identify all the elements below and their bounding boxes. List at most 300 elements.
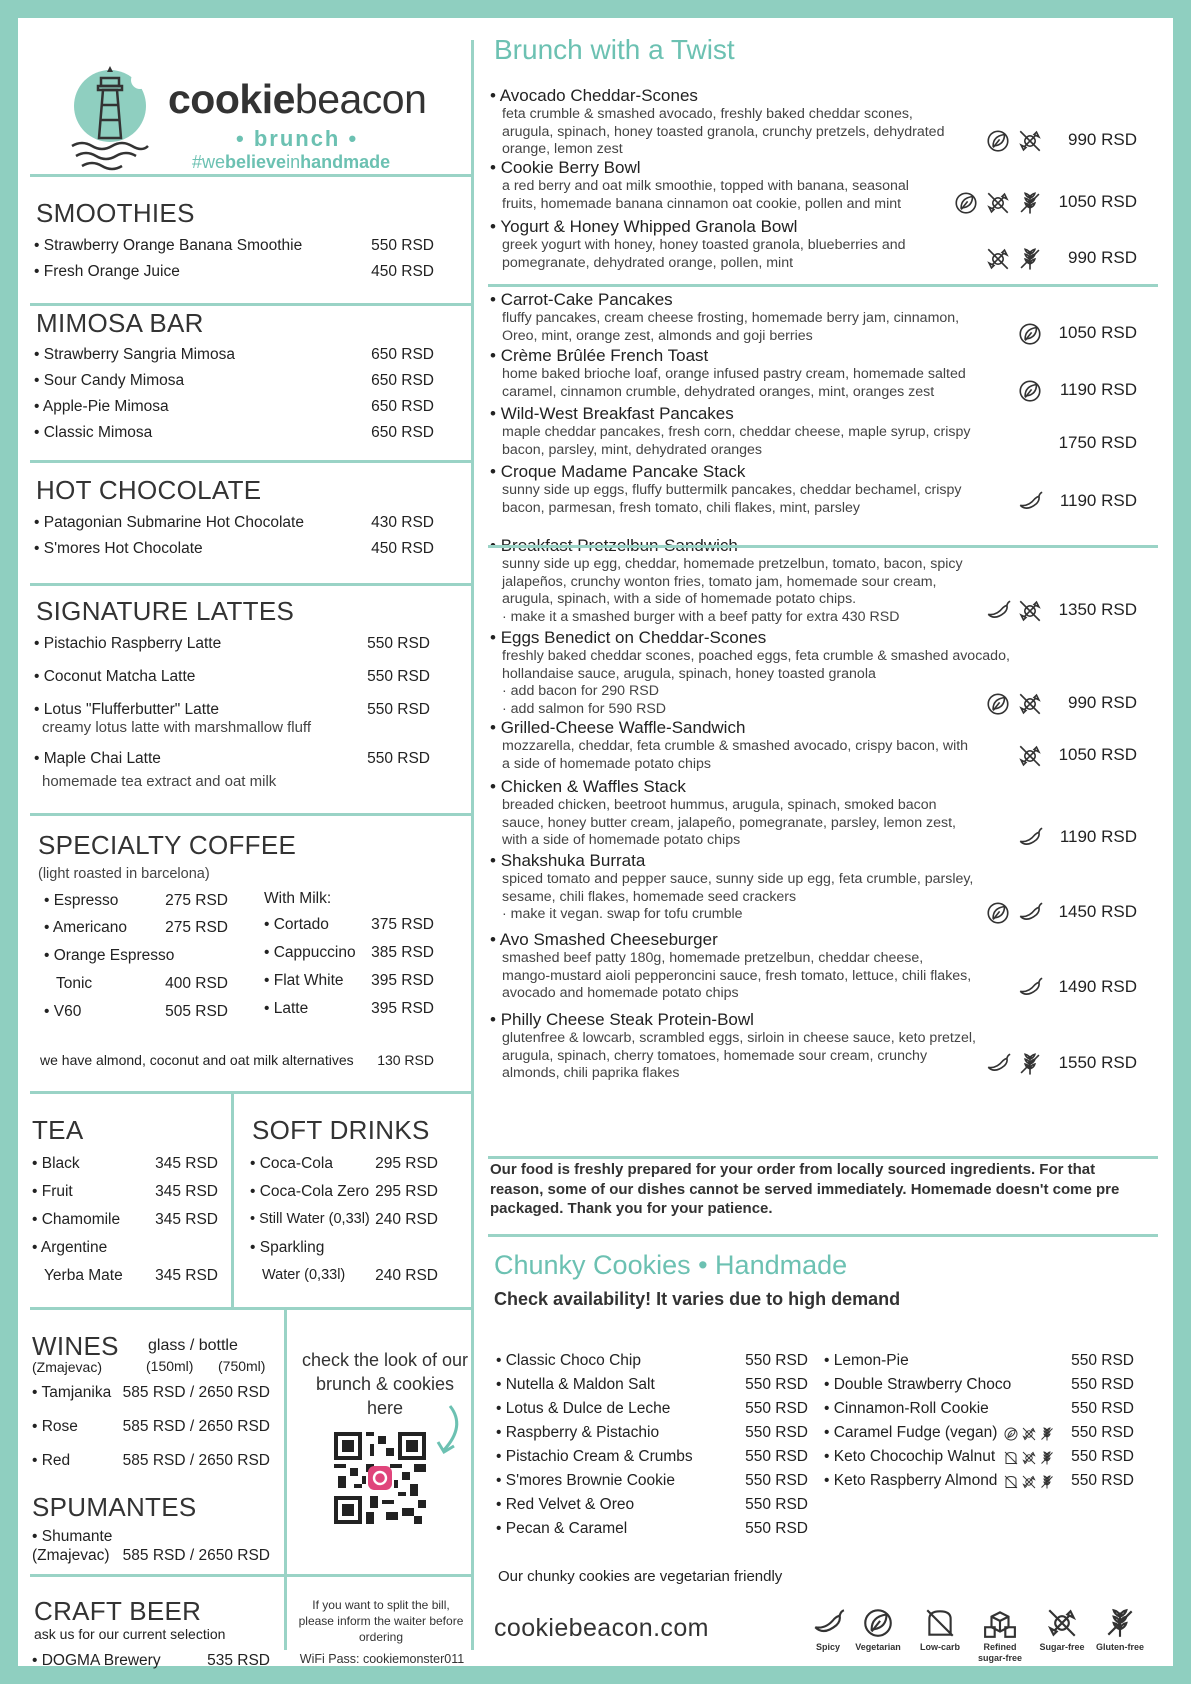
item-name: • Latte [264, 1000, 308, 1017]
legend-item [970, 1606, 1030, 1664]
item-price: 375 RSD [371, 916, 434, 933]
gluten-free-icon [1090, 1606, 1150, 1640]
dish-description-line: · add salmon for 590 RSD [502, 700, 667, 717]
dish-description-line: fluffy pancakes, cream cheese frosting, homemade berry jam, cinnamon, [502, 310, 960, 326]
dish-name: • Carrot-Cake Pancakes [490, 290, 1010, 310]
cookie-item: • Keto Chocochip Walnut [824, 1448, 995, 1466]
sugar-free-icon [1021, 1474, 1037, 1490]
brunch-dish [490, 628, 1010, 718]
item-price: 650 RSD [371, 424, 434, 441]
divider [30, 1307, 471, 1310]
item-price: 275 RSD [165, 919, 228, 936]
dish-description-line: Oreo, mint, orange zest, almonds and goji berries [502, 327, 813, 344]
item-price: 450 RSD [371, 540, 434, 557]
gluten-free-icon [1039, 1450, 1055, 1466]
brunch-dish [490, 217, 1010, 272]
item-name: • Coca-Cola [250, 1155, 333, 1172]
wines-glass-volume: (150ml) [146, 1358, 194, 1374]
item-name: • Cortado [264, 916, 329, 933]
dish-name: • Philly Cheese Steak Protein-Bowl [490, 1010, 1010, 1030]
vegetarian-icon [985, 691, 1011, 717]
item-price: 345 RSD [155, 1155, 218, 1172]
dish-name: • Cookie Berry Bowl [490, 158, 1010, 178]
spicy-icon [1017, 975, 1043, 1001]
item-price: 400 RSD [165, 975, 228, 992]
gluten-free-icon [1017, 246, 1043, 272]
dish-diet-icons [985, 900, 1043, 926]
dish-description-line: jalapeños, crunchy wonton fries, tomato jam, homemade sour cream, [502, 573, 937, 590]
gluten-free-icon [1017, 1051, 1043, 1077]
dish-name: • Crème Brûlée French Toast [490, 346, 1010, 366]
item-name: • Lotus "Flufferbutter" Latte [34, 701, 219, 718]
item-price: 450 RSD [371, 263, 434, 280]
item-price: 345 RSD [155, 1267, 218, 1284]
dish-diet-icons [1017, 975, 1043, 1001]
item-price: 295 RSD [375, 1183, 438, 1200]
list-item [34, 750, 161, 768]
smoothies-title: SMOOTHIES [36, 198, 195, 228]
spicy-icon [1017, 900, 1043, 926]
brunch-dish [490, 346, 1010, 401]
qr-caption: check the look of our brunch & cookies here [301, 1350, 469, 1418]
cookie-item: • Lemon-Pie [824, 1352, 909, 1370]
sugar-free-icon [985, 246, 1011, 272]
item-price: 650 RSD [371, 398, 434, 415]
item-price: 345 RSD [155, 1211, 218, 1228]
sugar-free-icon [1017, 743, 1043, 769]
item-name: • Orange Espresso [44, 947, 174, 964]
freshness-notice: Our food is freshly prepared for your order from locally sourced ingredients. For that reason, some of our dishes cannot be served immediately. Homemade doesn't come pre packaged. Thank you for your patience. [490, 1161, 1120, 1217]
list-item [32, 1239, 107, 1257]
cookies-title: Chunky Cookies • Handmade [494, 1250, 848, 1280]
cookie-price: 550 RSD [745, 1352, 808, 1369]
divider [488, 1234, 1158, 1237]
list-item [32, 1652, 161, 1670]
dish-price: 1050 RSD [1058, 745, 1137, 764]
divider [488, 1156, 1158, 1159]
divider [284, 1307, 287, 1650]
item-name: • Patagonian Submarine Hot Chocolate [34, 514, 304, 531]
dish-name: • Croque Madame Pancake Stack [490, 462, 1010, 482]
dish-description-line: with a side of homemade potato chips [502, 832, 741, 848]
dish-description-line: sunny side up egg, cheddar, homemade pretzelbun, tomato, bacon, spicy [502, 556, 963, 572]
item-price: 550 RSD [367, 635, 430, 652]
cookie-item: • Red Velvet & Oreo [496, 1496, 634, 1514]
item-price: 650 RSD [371, 346, 434, 363]
dish-name: • Avocado Cheddar-Scones [490, 86, 1010, 106]
dish-name: • Shakshuka Burrata [490, 851, 1010, 871]
item-name: • Apple-Pie Mimosa [34, 398, 169, 415]
divider [30, 813, 471, 816]
dish-name: • Avo Smashed Cheeseburger [490, 930, 1010, 950]
cookie-item: • Pistachio Cream & Crumbs [496, 1448, 693, 1466]
list-item [34, 635, 221, 653]
dish-diet-icons [1017, 825, 1043, 851]
dish-diet-icons [1017, 743, 1043, 769]
list-item [34, 668, 195, 686]
sugar-free-icon [1032, 1606, 1092, 1640]
cookie-price: 550 RSD [745, 1424, 808, 1441]
vegetarian-icon [1017, 378, 1043, 404]
soft-drinks-title: SOFT DRINKS [252, 1115, 430, 1145]
cookies-subtitle: Check availability! It varies due to high demand [494, 1289, 901, 1309]
item-name: • Red [32, 1452, 70, 1469]
item-name: • Still Water (0,33l) [250, 1211, 370, 1227]
dish-description-line: bacon, parmesan, fresh tomato, chili flakes, mint, parsley [502, 499, 860, 516]
tea-title: TEA [32, 1115, 84, 1145]
dish-description-line: smashed beef patty 180g, homemade pretzelbun, cheddar cheese, [502, 950, 924, 966]
cookie-price: 550 RSD [745, 1400, 808, 1417]
arrow-icon [432, 1402, 468, 1462]
divider [30, 303, 471, 306]
spicy-icon [1017, 489, 1043, 515]
dish-price: 1050 RSD [1058, 323, 1137, 342]
vegetarian-icon [985, 128, 1011, 154]
head-glass: glass [148, 1337, 186, 1354]
brand-logo [50, 48, 450, 178]
dish-diet-icons [985, 128, 1043, 154]
milk-alternatives-note: we have almond, coconut and oat milk alternatives [40, 1052, 354, 1068]
divider [30, 1574, 471, 1577]
item-description: homemade tea extract and oat milk [42, 773, 277, 790]
brunch-dish [490, 777, 1010, 850]
item-price: 585 RSD / 2650 RSD [122, 1452, 270, 1469]
dish-name: • Eggs Benedict on Cheddar-Scones [490, 628, 1010, 648]
vegetarian-icon [985, 900, 1011, 926]
column-divider [471, 40, 474, 1650]
dish-description-line: almonds, chili paprika flakes [502, 1065, 680, 1081]
cookies-note: Our chunky cookies are vegetarian friendly [498, 1568, 783, 1585]
list-item [34, 237, 302, 255]
cookie-price: 550 RSD [1071, 1400, 1134, 1417]
cookie-diet-icons [1003, 1450, 1055, 1466]
cookie-item: • Pecan & Caramel [496, 1520, 627, 1538]
dish-price: 1490 RSD [1058, 977, 1137, 996]
spicy-icon [1017, 825, 1043, 851]
dish-description-line: pomegranate, dehydrated orange, pollen, mint [502, 254, 794, 271]
dish-description-line: avocado and homemade potato chips [502, 985, 739, 1001]
cookie-price: 550 RSD [1071, 1352, 1134, 1369]
brand-name [168, 76, 426, 123]
cookie-price: 550 RSD [745, 1376, 808, 1393]
dish-description-line: hollandaise sauce, arugula, spinach, honey toasted granola [502, 665, 876, 682]
vegetarian-icon [953, 190, 979, 216]
coffee-title: SPECIALTY COFFEE [38, 830, 297, 860]
beer-title: CRAFT BEER [34, 1596, 202, 1626]
cookie-price: 550 RSD [745, 1448, 808, 1465]
brunch-dish [490, 158, 1010, 213]
list-item [250, 1183, 369, 1201]
item-price: 585 RSD / 2650 RSD [122, 1418, 270, 1435]
cookie-item: • Caramel Fudge (vegan) [824, 1424, 997, 1442]
dish-price: 1190 RSD [1059, 827, 1137, 846]
dish-diet-icons [985, 691, 1043, 717]
item-name-continued: Yerba Mate [44, 1267, 123, 1284]
split-bill-note: If you want to split the bill, please inform the waiter before ordering [298, 1598, 464, 1644]
list-item [32, 1418, 78, 1436]
divider [488, 284, 1158, 287]
divider [231, 1091, 234, 1307]
brand-name-light: beacon [294, 76, 427, 122]
website-url[interactable]: cookiebeacon.com [494, 1614, 709, 1642]
dish-description-line: spiced tomato and pepper sauce, sunny side up egg, feta crumble, parsley, [502, 871, 974, 887]
dish-price: 990 RSD [1068, 248, 1137, 267]
legend-item [910, 1606, 970, 1653]
divider [30, 583, 471, 586]
list-item [250, 1211, 370, 1227]
item-name: • Sour Candy Mimosa [34, 372, 184, 389]
sugar-free-icon [1017, 128, 1043, 154]
list-item [32, 1384, 111, 1402]
cookie-item: • Keto Raspberry Almond [824, 1472, 997, 1490]
cookie-item: • Double Strawberry Choco [824, 1376, 1011, 1394]
list-item [34, 346, 235, 364]
low-carb-icon [1003, 1450, 1019, 1466]
cookie-item: • Lotus & Dulce de Leche [496, 1400, 670, 1418]
dish-description-line: fruits, homemade banana cinnamon oat cookie, pollen and mint [502, 195, 902, 212]
brunch-title: Brunch with a Twist [494, 34, 735, 65]
spicy-icon [985, 598, 1011, 624]
item-name: • Fruit [32, 1183, 73, 1200]
gluten-free-icon [1017, 190, 1043, 216]
refined-sugar-free-icon [970, 1606, 1030, 1640]
beer-subtitle: ask us for our current selection [34, 1626, 226, 1642]
item-name: • Espresso [44, 892, 118, 909]
item-price: 650 RSD [371, 372, 434, 389]
dish-description-line: caramel, cinnamon crumble, dehydrated oranges, mint, oranges zest [502, 383, 935, 400]
legend-label: Sugar-free [1039, 1642, 1085, 1652]
item-name: • Chamomile [32, 1211, 120, 1228]
list-item [44, 947, 174, 965]
list-item [32, 1211, 120, 1229]
item-price: 550 RSD [367, 668, 430, 685]
dish-diet-icons [985, 246, 1043, 272]
list-item [34, 424, 152, 442]
dish-price: 1750 RSD [1058, 433, 1137, 452]
dish-price: 1350 RSD [1058, 600, 1137, 619]
list-item [44, 919, 127, 937]
dish-description-line: · make it vegan. swap for tofu crumble [502, 906, 743, 922]
brunch-dish [490, 290, 1010, 345]
legend-label: Vegetarian [855, 1642, 901, 1652]
item-price: 505 RSD [165, 1003, 228, 1020]
item-price: 395 RSD [371, 1000, 434, 1017]
milk-alternatives-price: 130 RSD [377, 1052, 434, 1068]
item-price: 585 RSD / 2650 RSD [122, 1384, 270, 1401]
with-milk-label: With Milk: [264, 890, 332, 907]
item-name: • V60 [44, 1003, 81, 1020]
dish-description-line: mango-mustard aioli pepperoncini sauce, fresh tomato, lettuce, chili flakes, [502, 967, 972, 984]
lighthouse-icon [68, 60, 150, 172]
dish-description-line: breaded chicken, beetroot hummus, arugula, spinach, smoked bacon [502, 797, 937, 813]
legend-label: Gluten-free [1095, 1642, 1144, 1652]
brunch-dish [490, 86, 1010, 159]
item-name-continued: Tonic [56, 975, 93, 992]
item-price: 550 RSD [371, 237, 434, 254]
spicy-icon [985, 1051, 1011, 1077]
item-price: 395 RSD [371, 972, 434, 989]
item-price: 430 RSD [371, 514, 434, 531]
item-name: • Coconut Matcha Latte [34, 668, 195, 685]
cookie-price: 550 RSD [1071, 1376, 1134, 1393]
dish-description-line: arugula, spinach, cherry tomatoes, homemade sour cream, crunchy [502, 1047, 928, 1064]
list-item [34, 398, 169, 416]
dish-description-line: sesame, chili flakes, homemade seed crackers [502, 888, 797, 905]
item-price: 295 RSD [375, 1155, 438, 1172]
brunch-dish [490, 462, 1010, 517]
qr-code[interactable] [334, 1432, 426, 1524]
legend-label: Refined sugar-free [977, 1642, 1022, 1663]
dish-description-line: orange, lemon zest [502, 141, 623, 157]
cookie-item: • Raspberry & Pistachio [496, 1424, 659, 1442]
list-item [264, 944, 356, 962]
list-item [34, 372, 184, 390]
dish-diet-icons [985, 598, 1043, 624]
vegetarian-icon [848, 1606, 908, 1640]
divider [30, 1091, 471, 1094]
hashtag-part: handmade [300, 152, 391, 172]
cookie-diet-icons [1003, 1426, 1055, 1442]
list-item [32, 1452, 70, 1470]
list-item [34, 701, 219, 719]
cookie-price: 550 RSD [1071, 1448, 1134, 1465]
legend-label: Spicy [815, 1642, 840, 1652]
wifi-password: WiFi Pass: cookiemonster011 [299, 1652, 465, 1666]
cookie-item: • S'mores Brownie Cookie [496, 1472, 675, 1490]
lattes-title: SIGNATURE LATTES [36, 596, 295, 626]
list-item [44, 892, 118, 910]
dish-description-line: · make it a smashed burger with a beef patty for extra 430 RSD [502, 608, 900, 625]
qr-code-icon [334, 1432, 426, 1524]
item-price: 240 RSD [375, 1267, 438, 1284]
dish-description-line: mozzarella, cheddar, feta crumble & smashed avocado, crispy bacon, with [502, 738, 969, 754]
brunch-dish [490, 1010, 1010, 1083]
dish-description-line: a side of homemade potato chips [502, 755, 712, 772]
dish-price: 990 RSD [1068, 130, 1137, 149]
dish-diet-icons [1017, 489, 1043, 515]
item-name: • Strawberry Orange Banana Smoothie [34, 237, 302, 254]
item-price: 240 RSD [375, 1211, 438, 1228]
item-price: 275 RSD [165, 892, 228, 909]
sugar-free-icon [1021, 1450, 1037, 1466]
item-name: • DOGMA Brewery [32, 1652, 161, 1669]
cookie-diet-icons [1003, 1474, 1055, 1490]
item-name-continued: Water (0,33l) [262, 1267, 346, 1283]
cookie-price: 550 RSD [745, 1520, 808, 1537]
sugar-free-icon [1017, 691, 1043, 717]
dish-description-line: freshly baked cheddar scones, poached eggs, feta crumble & smashed avocado, [502, 648, 1010, 664]
sugar-free-icon [985, 190, 1011, 216]
item-name: • Pistachio Raspberry Latte [34, 635, 221, 652]
dish-description-line: feta crumble & smashed avocado, freshly baked cheddar scones, [502, 106, 913, 122]
brand-name-bold: cookie [168, 76, 295, 122]
item-price: 585 RSD / 2650 RSD [122, 1547, 270, 1564]
dish-price: 1190 RSD [1059, 380, 1137, 399]
dish-diet-icons [985, 1051, 1043, 1077]
cookie-price: 550 RSD [1071, 1424, 1134, 1441]
dish-description-line: bacon, parsley, mint, dehydrated oranges [502, 441, 762, 458]
divider [488, 545, 1158, 548]
list-item [32, 1155, 80, 1173]
gluten-free-icon [1039, 1426, 1055, 1442]
brand-hashtag [192, 152, 390, 173]
cookie-price: 550 RSD [745, 1496, 808, 1513]
list-item [250, 1155, 333, 1173]
dish-description-line: sauce, honey butter cream, jalapeño, pomegranate, parsley, lemon zest, [502, 814, 956, 831]
item-name: • S'mores Hot Chocolate [34, 540, 203, 557]
dish-description-line: maple cheddar pancakes, fresh corn, cheddar cheese, maple syrup, crispy [502, 424, 971, 440]
item-price: 345 RSD [155, 1183, 218, 1200]
wines-title: WINES [32, 1331, 119, 1361]
cookie-item: • Nutella & Maldon Salt [496, 1376, 655, 1394]
cookie-price: 550 RSD [745, 1472, 808, 1489]
item-name: • Tamjanika [32, 1384, 111, 1401]
wines-origin: (Zmajevac) [32, 1359, 103, 1375]
low-carb-icon [1003, 1474, 1019, 1490]
dish-diet-icons [1017, 378, 1043, 404]
spumantes-origin: (Zmajevac) [32, 1547, 110, 1564]
cookie-item: • Classic Choco Chip [496, 1352, 641, 1370]
legend-label: Low-carb [919, 1642, 960, 1652]
item-name: • Coca-Cola Zero [250, 1183, 369, 1200]
brunch-dish [490, 930, 1010, 1003]
sugar-free-icon [1017, 598, 1043, 624]
dish-name: • Grilled-Cheese Waffle-Sandwich [490, 718, 1010, 738]
dish-description-line: greek yogurt with honey, honey toasted granola, blueberries and [502, 237, 906, 253]
item-name: • Americano [44, 919, 127, 936]
wines-bottle-volume: (750ml) [218, 1358, 266, 1374]
dish-diet-icons [953, 190, 1043, 216]
menu-sheet [18, 18, 1173, 1669]
gluten-free-icon [1039, 1474, 1055, 1490]
brand-subtitle: • brunch • [236, 126, 359, 151]
cookie-price: 550 RSD [1071, 1472, 1134, 1489]
item-name: • Argentine [32, 1239, 107, 1256]
item-name: • Maple Chai Latte [34, 750, 161, 767]
head-bottle: bottle [198, 1337, 238, 1354]
item-price: 550 RSD [367, 701, 430, 718]
dish-price: 1190 RSD [1059, 491, 1137, 510]
item-name: • Sparkling [250, 1239, 324, 1256]
hashtag-part: believe [225, 152, 287, 172]
dish-description-line: home baked brioche loaf, orange infused pastry cream, homemade salted [502, 366, 966, 382]
list-item [264, 916, 329, 934]
hot-chocolate-title: HOT CHOCOLATE [36, 475, 262, 505]
sugar-free-icon [1021, 1426, 1037, 1442]
list-item [32, 1528, 112, 1546]
legend-item [1090, 1606, 1150, 1653]
item-name: • Fresh Orange Juice [34, 263, 180, 280]
dish-description-line: · add bacon for 290 RSD [502, 683, 659, 699]
divider [30, 174, 471, 177]
brunch-dish [490, 851, 1010, 924]
hashtag-part: in [286, 152, 301, 172]
dish-price: 990 RSD [1068, 693, 1137, 712]
hashtag-part: #we [192, 152, 226, 172]
item-name: • Classic Mimosa [34, 424, 152, 441]
brunch-dish [490, 536, 1010, 626]
item-name: • Black [32, 1155, 80, 1172]
dish-name: • Wild-West Breakfast Pancakes [490, 404, 1010, 424]
dish-description-line: sunny side up eggs, fluffy buttermilk pancakes, cheddar bechamel, crispy [502, 482, 962, 498]
list-item [34, 540, 203, 558]
dish-price: 1050 RSD [1058, 192, 1137, 211]
dish-name: • Chicken & Waffles Stack [490, 777, 1010, 797]
dish-description-line: a red berry and oat milk smoothie, topped with banana, seasonal [502, 178, 909, 194]
item-description: creamy lotus latte with marshmallow fluff [42, 719, 311, 736]
spumantes-title: SPUMANTES [32, 1492, 197, 1522]
dish-description-line: arugula, spinach, honey toasted granola, crunchy pretzels, dehydrated [502, 123, 945, 140]
